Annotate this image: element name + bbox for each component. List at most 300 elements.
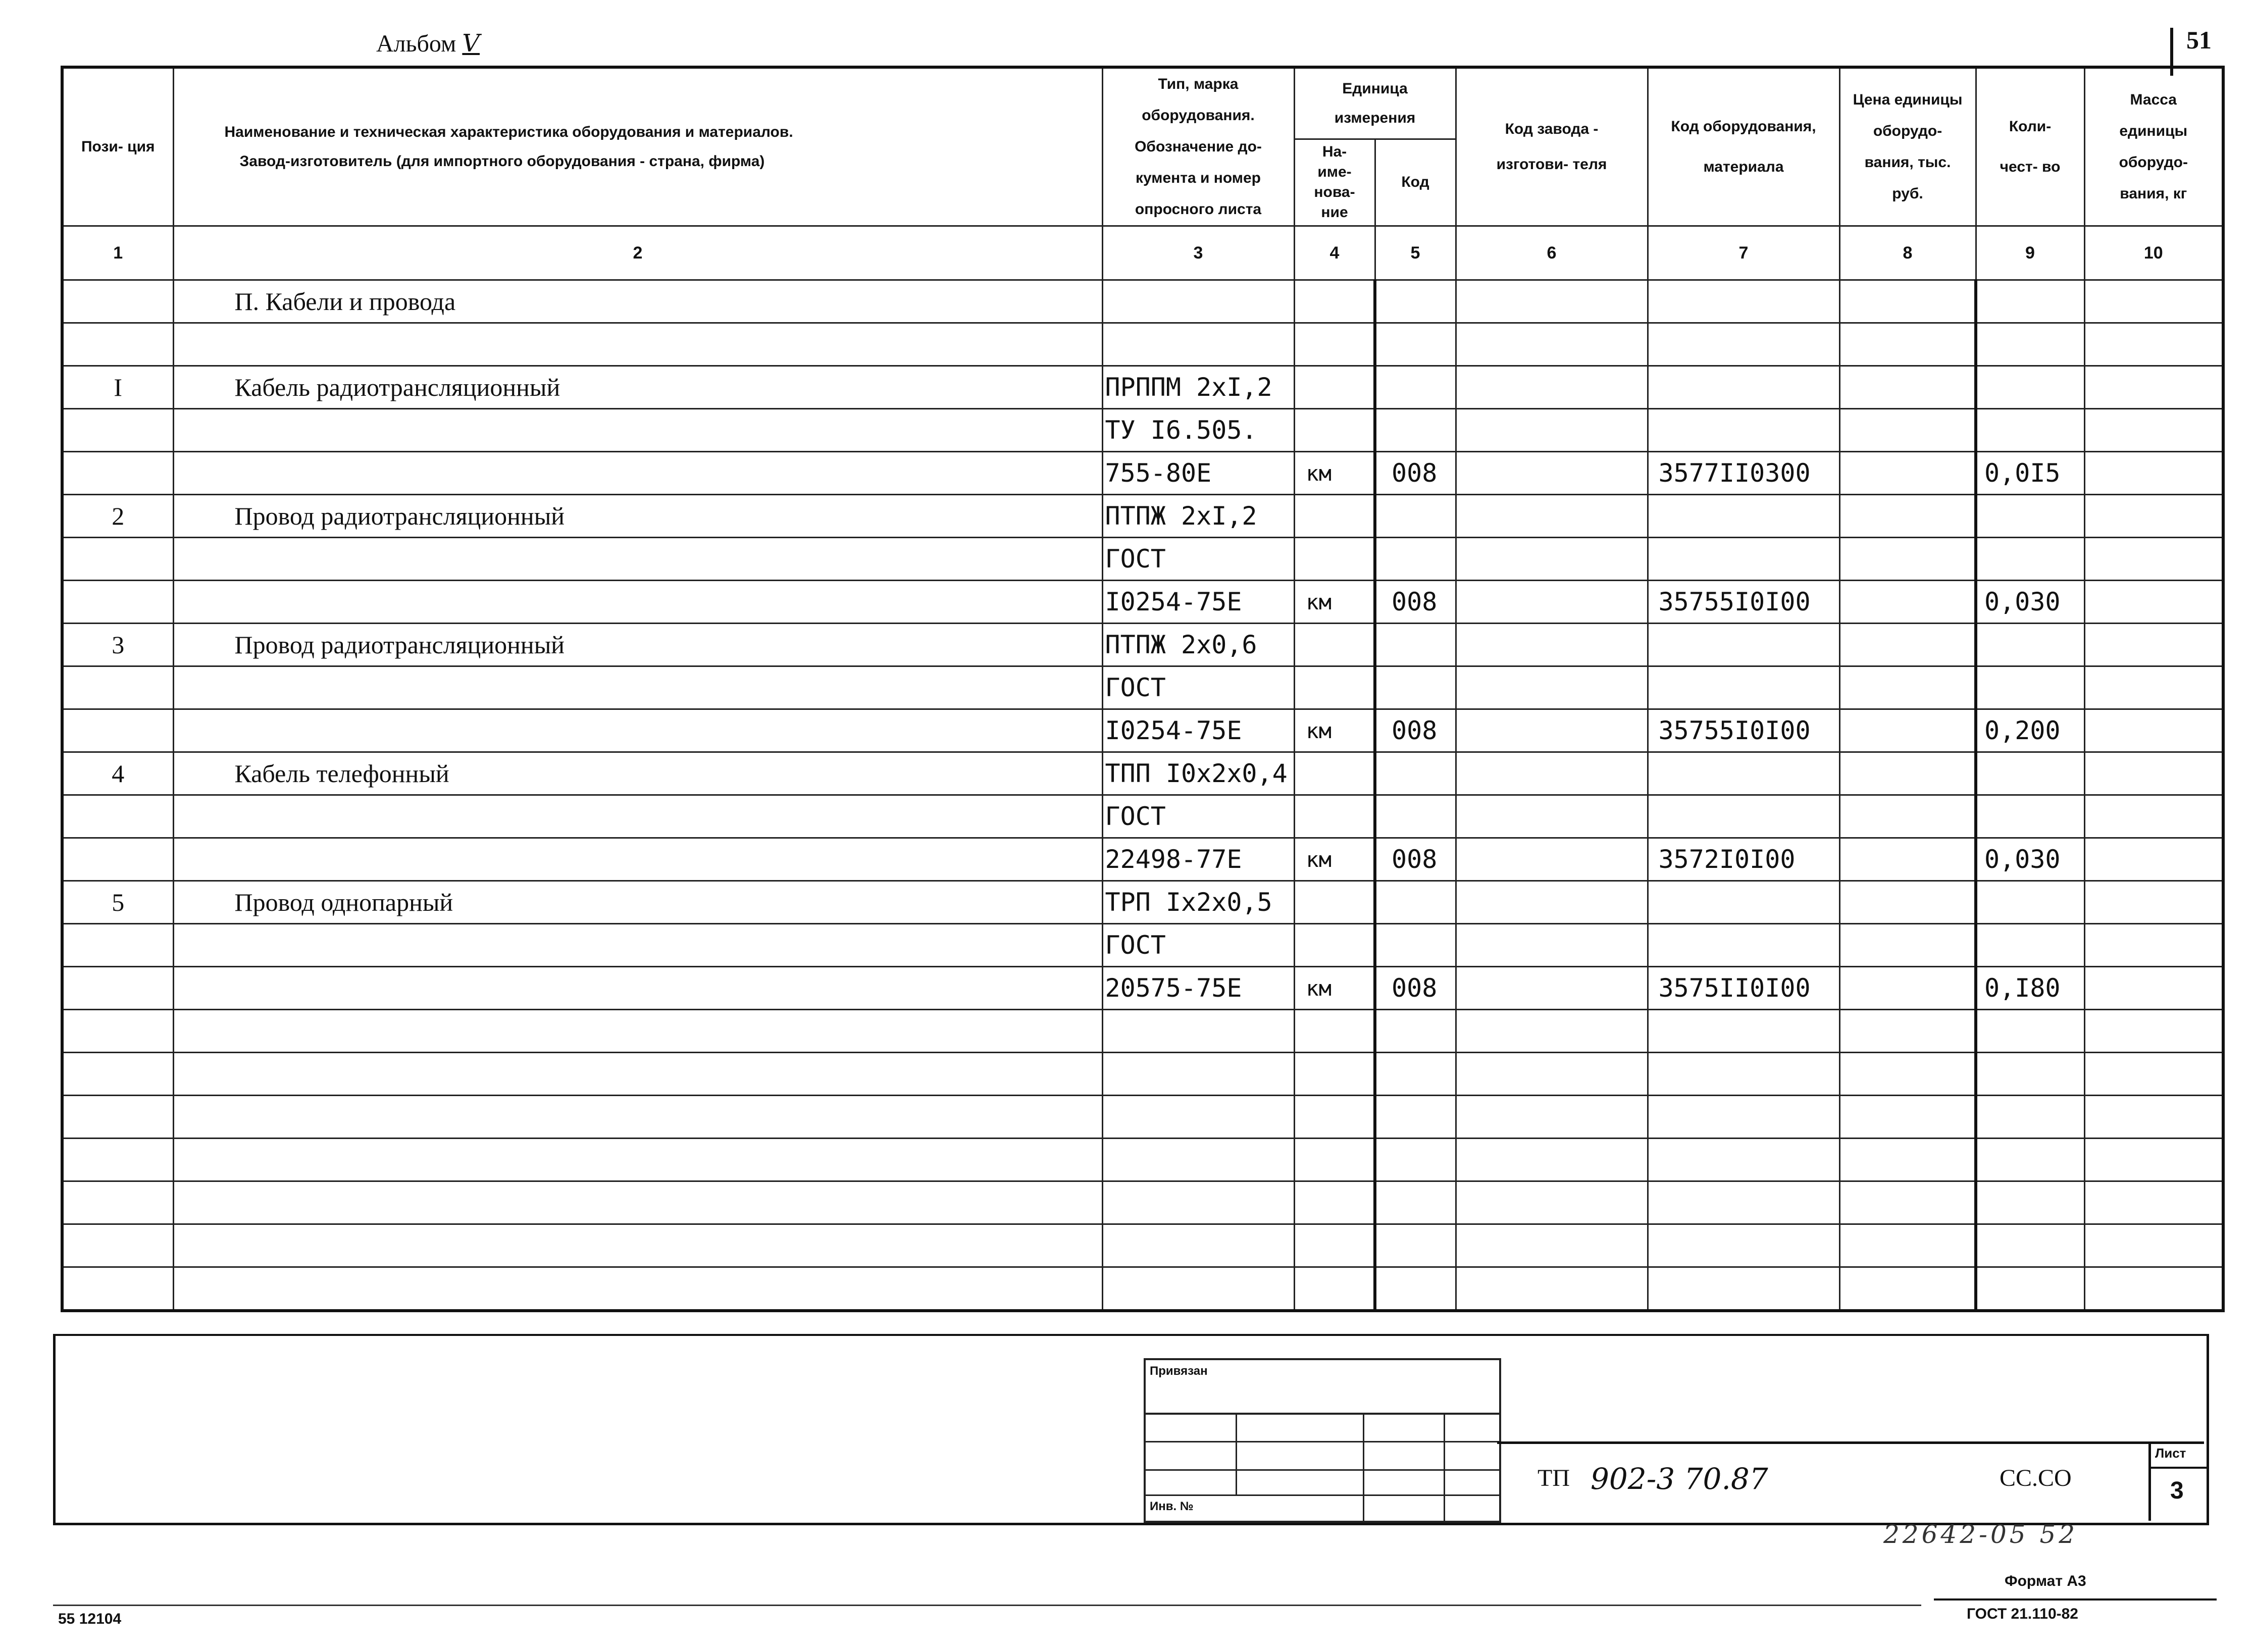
row-quantity [1976, 280, 2084, 323]
row-name [173, 924, 1102, 967]
row-quantity [1976, 495, 2084, 538]
row-mass [2084, 1224, 2223, 1267]
row-mass [2084, 795, 2223, 838]
row-position [62, 323, 173, 366]
row-unit-code [1375, 1053, 1456, 1096]
row-type: I0254-75Е [1102, 581, 1294, 624]
row-unit-name [1294, 366, 1375, 409]
row-position: 5 [62, 881, 173, 924]
row-name: Провод однопарный [173, 881, 1102, 924]
row-material-code [1648, 1096, 1839, 1139]
row-position [62, 1010, 173, 1053]
row-unit-name [1294, 881, 1375, 924]
header-unit-name: На- име- нова- ние [1294, 139, 1375, 226]
row-position [62, 409, 173, 452]
row-unit-code [1375, 1224, 1456, 1267]
row-price [1839, 1053, 1976, 1096]
table-row [62, 924, 2223, 967]
row-material-code [1648, 323, 1839, 366]
row-name [173, 581, 1102, 624]
row-unit-name: км [1294, 709, 1375, 752]
row-position [62, 924, 173, 967]
row-type: ТУ I6.505. [1102, 409, 1294, 452]
row-position: 3 [62, 624, 173, 666]
row-type: ГОСТ [1102, 924, 1294, 967]
column-number: 7 [1648, 226, 1839, 280]
row-mass [2084, 1053, 2223, 1096]
row-price [1839, 366, 1976, 409]
row-plant-code [1456, 1224, 1648, 1267]
table-row [62, 709, 2223, 752]
row-unit-code [1375, 924, 1456, 967]
row-mass [2084, 495, 2223, 538]
row-type [1102, 1010, 1294, 1053]
row-type [1102, 323, 1294, 366]
row-price [1839, 495, 1976, 538]
row-material-code [1648, 1267, 1839, 1311]
row-quantity [1976, 1267, 2084, 1311]
row-material-code [1648, 795, 1839, 838]
column-number: 2 [173, 226, 1102, 280]
header-unit: Единица измерения [1294, 67, 1456, 139]
row-quantity: 0,I80 [1976, 967, 2084, 1010]
table-row [62, 409, 2223, 452]
row-position [62, 1053, 173, 1096]
row-type: ГОСТ [1102, 538, 1294, 581]
column-number: 6 [1456, 226, 1648, 280]
row-position [62, 452, 173, 495]
row-unit-name [1294, 1139, 1375, 1181]
row-price [1839, 624, 1976, 666]
row-unit-code [1375, 1181, 1456, 1224]
row-type [1102, 1267, 1294, 1311]
row-position [62, 967, 173, 1010]
row-material-code: 35755I0I00 [1648, 581, 1839, 624]
column-number: 10 [2084, 226, 2223, 280]
table-row [62, 624, 2223, 666]
table-row [62, 581, 2223, 624]
row-name [173, 838, 1102, 881]
row-name [173, 1267, 1102, 1311]
table-row [62, 1267, 2223, 1311]
page-number: 51 [2186, 26, 2212, 54]
column-number-row [62, 226, 2223, 280]
row-quantity [1976, 1053, 2084, 1096]
row-quantity [1976, 323, 2084, 366]
header-row [62, 67, 2223, 139]
row-quantity [1976, 409, 2084, 452]
row-price [1839, 795, 1976, 838]
row-unit-name [1294, 280, 1375, 323]
row-plant-code [1456, 452, 1648, 495]
row-price [1839, 538, 1976, 581]
table-row [62, 967, 2223, 1010]
row-unit-code [1375, 624, 1456, 666]
row-price [1839, 409, 1976, 452]
row-position [62, 581, 173, 624]
row-unit-name [1294, 1053, 1375, 1096]
sheet-label: Лист [2155, 1446, 2186, 1461]
row-material-code: 3575II0I00 [1648, 967, 1839, 1010]
row-name [173, 323, 1102, 366]
row-unit-code [1375, 1096, 1456, 1139]
stamp-vline [1444, 1413, 1445, 1521]
album-number: V [462, 29, 480, 58]
row-position [62, 280, 173, 323]
stamp-line [1146, 1441, 1499, 1442]
row-quantity: 0,030 [1976, 838, 2084, 881]
album-label [376, 29, 480, 58]
row-price [1839, 323, 1976, 366]
format-label: Формат А3 [2005, 1573, 2086, 1589]
header-mass: Масса единицы оборудо- вания, кг [2084, 67, 2223, 226]
row-material-code [1648, 881, 1839, 924]
row-unit-code: 008 [1375, 967, 1456, 1010]
table-row [62, 1096, 2223, 1139]
row-type [1102, 1096, 1294, 1139]
row-unit-name [1294, 1010, 1375, 1053]
column-number: 5 [1375, 226, 1456, 280]
row-price [1839, 280, 1976, 323]
inventory-label: Инв. № [1150, 1500, 1194, 1513]
row-material-code [1648, 495, 1839, 538]
row-type: I0254-75Е [1102, 709, 1294, 752]
row-name [173, 1139, 1102, 1181]
row-name [173, 967, 1102, 1010]
row-material-code [1648, 1053, 1839, 1096]
column-number: 9 [1976, 226, 2084, 280]
header-unit-code: Код [1375, 139, 1456, 226]
row-unit-code: 008 [1375, 581, 1456, 624]
row-plant-code [1456, 538, 1648, 581]
row-unit-code [1375, 538, 1456, 581]
row-name [173, 1010, 1102, 1053]
row-quantity [1976, 1224, 2084, 1267]
row-quantity [1976, 881, 2084, 924]
table-row [62, 1224, 2223, 1267]
row-name: П. Кабели и провода [173, 280, 1102, 323]
stamp-line [1146, 1494, 1499, 1496]
row-unit-code [1375, 323, 1456, 366]
row-quantity [1976, 624, 2084, 666]
row-quantity [1976, 1139, 2084, 1181]
row-mass [2084, 1181, 2223, 1224]
row-name [173, 452, 1102, 495]
row-price [1839, 1224, 1976, 1267]
row-quantity [1976, 795, 2084, 838]
row-quantity: 0,030 [1976, 581, 2084, 624]
row-plant-code [1456, 1267, 1648, 1311]
album-label-text: Альбом [376, 30, 456, 57]
row-plant-code [1456, 924, 1648, 967]
row-unit-name [1294, 1181, 1375, 1224]
row-material-code [1648, 924, 1839, 967]
row-price [1839, 967, 1976, 1010]
table-row [62, 452, 2223, 495]
row-unit-code [1375, 1267, 1456, 1311]
footer-rule [1934, 1598, 2217, 1601]
row-position [62, 1224, 173, 1267]
row-unit-code: 008 [1375, 452, 1456, 495]
row-type: 22498-77Е [1102, 838, 1294, 881]
row-quantity [1976, 1096, 2084, 1139]
row-unit-name [1294, 795, 1375, 838]
header-quantity: Коли- чест- во [1976, 67, 2084, 226]
row-mass [2084, 1096, 2223, 1139]
table-row [62, 366, 2223, 409]
row-unit-code [1375, 666, 1456, 709]
row-plant-code [1456, 409, 1648, 452]
specification-table [61, 66, 2225, 1312]
row-quantity [1976, 538, 2084, 581]
row-position [62, 1181, 173, 1224]
row-position [62, 1267, 173, 1311]
doc-prefix: ТП [1538, 1465, 1570, 1491]
row-mass [2084, 581, 2223, 624]
column-number: 1 [62, 226, 173, 280]
row-material-code [1648, 752, 1839, 795]
row-price [1839, 709, 1976, 752]
row-material-code: 35755I0I00 [1648, 709, 1839, 752]
row-unit-code [1375, 1139, 1456, 1181]
row-price [1839, 1181, 1976, 1224]
row-unit-code [1375, 409, 1456, 452]
table-row [62, 280, 2223, 323]
row-unit-name: км [1294, 452, 1375, 495]
stamp-line [1146, 1469, 1499, 1471]
row-material-code [1648, 1181, 1839, 1224]
row-mass [2084, 1267, 2223, 1311]
row-unit-code: 008 [1375, 838, 1456, 881]
header-position: Пози- ция [62, 67, 173, 226]
row-mass [2084, 1010, 2223, 1053]
row-mass [2084, 881, 2223, 924]
row-unit-name [1294, 752, 1375, 795]
row-type: 20575-75Е [1102, 967, 1294, 1010]
row-unit-name [1294, 538, 1375, 581]
stamp-vline [1363, 1413, 1364, 1521]
row-plant-code [1456, 624, 1648, 666]
table-row [62, 1181, 2223, 1224]
row-mass [2084, 709, 2223, 752]
row-plant-code [1456, 752, 1648, 795]
row-price [1839, 838, 1976, 881]
row-mass [2084, 666, 2223, 709]
header-price: Цена единицы оборудо- вания, тыс. руб. [1839, 67, 1976, 226]
row-name: Провод радиотрансляционный [173, 495, 1102, 538]
row-plant-code [1456, 1010, 1648, 1053]
row-type: ПРППМ 2хI,2 [1102, 366, 1294, 409]
row-quantity [1976, 924, 2084, 967]
row-plant-code [1456, 881, 1648, 924]
row-material-code: 3577II0300 [1648, 452, 1839, 495]
column-number: 8 [1839, 226, 1976, 280]
stamp-vline [1236, 1413, 1237, 1494]
table-row [62, 838, 2223, 881]
row-plant-code [1456, 581, 1648, 624]
header-name: Наименование и техническая характеристика оборудования и материалов. Завод-изготовитель (для импортного оборудования - страна, фирма) [173, 67, 1102, 226]
row-unit-name [1294, 624, 1375, 666]
bound-stamp [1144, 1358, 1501, 1523]
table-row [62, 495, 2223, 538]
row-price [1839, 1267, 1976, 1311]
row-name [173, 409, 1102, 452]
table-row [62, 538, 2223, 581]
row-name [173, 709, 1102, 752]
doc-number: 902-3 70.87 [1591, 1462, 1768, 1496]
row-plant-code [1456, 666, 1648, 709]
row-position: I [62, 366, 173, 409]
row-name [173, 1053, 1102, 1096]
row-name: Провод радиотрансляционный [173, 624, 1102, 666]
row-unit-code [1375, 495, 1456, 538]
row-mass [2084, 280, 2223, 323]
row-position [62, 795, 173, 838]
row-name [173, 666, 1102, 709]
sheet-box [2148, 1441, 2207, 1521]
row-material-code [1648, 366, 1839, 409]
row-type [1102, 280, 1294, 323]
row-price [1839, 752, 1976, 795]
row-type: ПТПЖ 2х0,6 [1102, 624, 1294, 666]
row-mass [2084, 967, 2223, 1010]
row-price [1839, 581, 1976, 624]
row-quantity [1976, 666, 2084, 709]
row-type [1102, 1053, 1294, 1096]
footer-left-rule [53, 1605, 1921, 1606]
row-price [1839, 1139, 1976, 1181]
doc-block-line [1497, 1441, 2204, 1444]
row-plant-code [1456, 495, 1648, 538]
row-plant-code [1456, 366, 1648, 409]
row-unit-code [1375, 366, 1456, 409]
row-position [62, 1096, 173, 1139]
column-number: 3 [1102, 226, 1294, 280]
row-name [173, 1096, 1102, 1139]
row-name [173, 538, 1102, 581]
table-row [62, 1010, 2223, 1053]
row-mass [2084, 538, 2223, 581]
header-plant-code: Код завода - изготови- теля [1456, 67, 1648, 226]
row-type: ТПП I0х2х0,4 [1102, 752, 1294, 795]
row-mass [2084, 924, 2223, 967]
row-position [62, 709, 173, 752]
row-material-code [1648, 1010, 1839, 1053]
table-row [62, 666, 2223, 709]
row-quantity: 0,200 [1976, 709, 2084, 752]
row-mass [2084, 452, 2223, 495]
row-unit-name: км [1294, 838, 1375, 881]
row-type: ГОСТ [1102, 666, 1294, 709]
row-material-code: 3572I0I00 [1648, 838, 1839, 881]
row-type [1102, 1139, 1294, 1181]
row-plant-code [1456, 1139, 1648, 1181]
row-mass [2084, 838, 2223, 881]
row-unit-name [1294, 1267, 1375, 1311]
row-name [173, 795, 1102, 838]
row-type [1102, 1181, 1294, 1224]
row-position: 2 [62, 495, 173, 538]
table-row [62, 752, 2223, 795]
row-plant-code [1456, 323, 1648, 366]
title-block-frame [53, 1334, 2209, 1525]
row-price [1839, 924, 1976, 967]
table-row [62, 881, 2223, 924]
stamp-line [1146, 1413, 1499, 1415]
bound-label: Привязан [1150, 1364, 1208, 1378]
row-position [62, 838, 173, 881]
row-type [1102, 1224, 1294, 1267]
row-plant-code [1456, 1181, 1648, 1224]
row-unit-code: 008 [1375, 709, 1456, 752]
row-type: ПТПЖ 2хI,2 [1102, 495, 1294, 538]
row-unit-code [1375, 881, 1456, 924]
row-quantity [1976, 1181, 2084, 1224]
row-unit-name [1294, 1096, 1375, 1139]
row-plant-code [1456, 709, 1648, 752]
row-name: Кабель телефонный [173, 752, 1102, 795]
row-price [1839, 452, 1976, 495]
row-quantity [1976, 366, 2084, 409]
row-unit-name: км [1294, 581, 1375, 624]
row-unit-code [1375, 752, 1456, 795]
row-position [62, 666, 173, 709]
row-mass [2084, 323, 2223, 366]
row-unit-code [1375, 795, 1456, 838]
row-unit-code [1375, 1010, 1456, 1053]
row-quantity [1976, 752, 2084, 795]
row-plant-code [1456, 1096, 1648, 1139]
row-plant-code [1456, 280, 1648, 323]
row-unit-name [1294, 495, 1375, 538]
row-mass [2084, 1139, 2223, 1181]
row-unit-name [1294, 924, 1375, 967]
row-price [1839, 1010, 1976, 1053]
table-row [62, 795, 2223, 838]
row-name: Кабель радиотрансляционный [173, 366, 1102, 409]
row-plant-code [1456, 838, 1648, 881]
table-row [62, 323, 2223, 366]
row-quantity [1976, 1010, 2084, 1053]
sheet-number: 3 [2170, 1477, 2184, 1504]
row-price [1839, 666, 1976, 709]
row-price [1839, 881, 1976, 924]
column-number: 4 [1294, 226, 1375, 280]
table-body [62, 280, 2223, 1311]
row-material-code [1648, 666, 1839, 709]
row-position [62, 1139, 173, 1181]
row-material-code [1648, 280, 1839, 323]
row-mass [2084, 366, 2223, 409]
row-mass [2084, 624, 2223, 666]
row-unit-name [1294, 409, 1375, 452]
row-plant-code [1456, 795, 1648, 838]
table-row [62, 1139, 2223, 1181]
row-material-code [1648, 624, 1839, 666]
row-unit-name: км [1294, 967, 1375, 1010]
row-plant-code [1456, 967, 1648, 1010]
row-unit-name [1294, 1224, 1375, 1267]
left-code: 55 12104 [58, 1611, 122, 1627]
row-mass [2084, 409, 2223, 452]
row-type: ГОСТ [1102, 795, 1294, 838]
gost-label: ГОСТ 21.110-82 [1967, 1606, 2078, 1622]
header-type: Тип, марка оборудования. Обозначение до- кумента и номер опросного листа [1102, 67, 1294, 226]
row-quantity: 0,0I5 [1976, 452, 2084, 495]
row-unit-code [1375, 280, 1456, 323]
row-material-code [1648, 538, 1839, 581]
row-mass [2084, 752, 2223, 795]
